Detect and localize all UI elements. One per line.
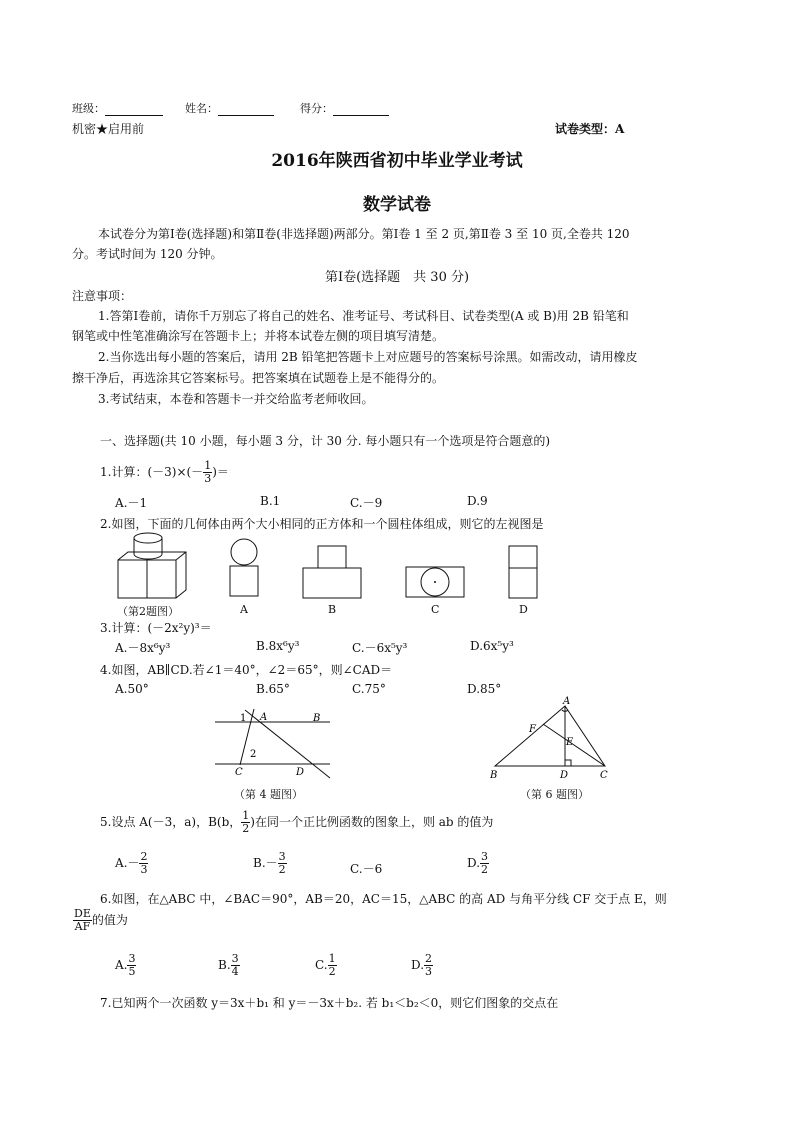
name-field	[185, 100, 274, 116]
q4-option-b[interactable]: B.65°	[256, 682, 290, 696]
q6-label-d: D	[560, 770, 569, 781]
q3-stem: 3.计算：(－2x²y)³＝	[100, 621, 212, 635]
q6-label-f: F	[529, 724, 536, 735]
q6-option-a[interactable]	[115, 953, 136, 978]
page-subtitle: 数学试卷	[363, 195, 431, 215]
q6-d-fraction	[424, 953, 433, 978]
q5-a-num: 2	[140, 850, 148, 863]
q2-option-a-figure[interactable]	[228, 538, 260, 600]
q4-stem: 4.如图，AB∥CD.若∠1＝40°，∠2＝65°，则∠CAD＝	[100, 663, 393, 677]
part1-heading: 第Ⅰ卷(选择题 共 30 分)	[324, 270, 470, 285]
q6-b-num: 3	[231, 952, 239, 965]
q5-stem	[100, 810, 493, 835]
q5-stem-b: )在同一个正比例函数的图象上，则 ab 的值为	[250, 815, 494, 829]
notes-heading: 注意事项：	[72, 289, 133, 303]
q6-c-prefix: C.	[315, 958, 328, 972]
q6-label-e: E	[566, 737, 574, 748]
q6-triangle-abc	[495, 706, 605, 766]
paper-type: 试卷类型：A	[555, 122, 625, 136]
q5-stem-a: 5.设点 A(－3，a)，B(b，	[100, 815, 242, 829]
q2-fig-caption: （第2题图）	[117, 605, 179, 618]
q6-frac-num: DE	[74, 907, 91, 920]
q6-c-den: 2	[328, 965, 336, 978]
score-blank[interactable]	[333, 103, 389, 116]
q6-bisector-cf	[543, 724, 605, 766]
q6-label-b: B	[490, 770, 498, 781]
q6-a-den: 5	[128, 965, 136, 978]
q6-fig-caption: （第 6 题图）	[520, 788, 589, 801]
q6-option-c[interactable]	[315, 953, 337, 978]
q6-b-den: 4	[231, 965, 239, 978]
q6-a-fraction	[127, 953, 136, 978]
q5-option-d[interactable]	[467, 851, 489, 876]
secret-mark: 机密★启用前	[72, 122, 145, 136]
q2-option-c-figure[interactable]	[405, 566, 465, 600]
page-title: 2016年陕西省初中毕业学业考试	[271, 151, 523, 171]
q2-label-d: D	[519, 603, 528, 616]
q1-stem-post: )＝	[212, 465, 229, 479]
q6-d-prefix: D.	[411, 958, 425, 972]
q6-figure	[485, 696, 615, 785]
q5-option-a[interactable]	[115, 851, 148, 876]
q4-label-a: A	[260, 712, 268, 723]
q1-option-d[interactable]: D.9	[467, 494, 488, 508]
note-1b: 钢笔或中性笔准确涂写在答题卡上；并将本试卷左侧的项目填写清楚。	[72, 329, 445, 343]
q3-option-a[interactable]: A.－8x⁶y³	[115, 641, 171, 655]
q5-d-fraction	[480, 851, 489, 876]
q6-stem-end	[73, 908, 128, 933]
score-label: 得分：	[300, 102, 333, 115]
q1-option-a[interactable]: A.－1	[115, 496, 148, 510]
q5-frac-den: 2	[242, 822, 250, 835]
q7-stem: 7.已知两个一次函数 y＝3x＋b₁ 和 y＝－3x＋b₂. 若 b₁＜b₂＜0，则它们图象的交点在	[100, 996, 559, 1010]
q4-option-c[interactable]: C.75°	[352, 682, 386, 696]
score-field	[300, 100, 389, 116]
q6-stem-tail: 的值为	[91, 913, 128, 927]
q1-stem	[100, 460, 229, 485]
q6-option-b[interactable]	[218, 953, 240, 978]
q6-frac-den: AF	[74, 920, 91, 933]
q6-stem: 6.如图，在△ABC 中，∠BAC＝90°，AB＝20，AC＝15，△ABC 的高 AD 与角平分线 CF 交于点 E，则	[100, 892, 667, 906]
q5-option-c[interactable]: C.－6	[350, 862, 383, 876]
intro-line-1: 本试卷分为第Ⅰ卷(选择题)和第Ⅱ卷(非选择题)两部分。第Ⅰ卷 1 至 2 页,第Ⅱ卷 3 至 10 页,全卷共 120	[98, 227, 630, 241]
q3-option-d[interactable]: D.6x⁵y³	[470, 639, 514, 653]
q4-option-a[interactable]: A.50°	[115, 682, 149, 696]
q3-option-c[interactable]: C.－6x⁵y³	[352, 641, 408, 655]
q4-fig-caption: （第 4 题图）	[234, 788, 303, 801]
q6-option-d[interactable]	[411, 953, 433, 978]
q2-option-b-figure[interactable]	[302, 545, 362, 600]
q4-option-d[interactable]: D.85°	[467, 682, 502, 696]
q5-fraction	[241, 810, 250, 835]
name-label: 姓名：	[185, 102, 218, 115]
q1-frac-den: 3	[204, 472, 212, 485]
q6-c-num: 1	[328, 952, 336, 965]
q6-a-num: 3	[128, 952, 136, 965]
q2-solid-figure	[110, 530, 190, 600]
q5-d-den: 2	[481, 863, 489, 876]
q2-stem: 2.如图，下面的几何体由两个大小相同的正方体和一个圆柱体组成，则它的左视图是	[100, 517, 544, 531]
q5-a-den: 3	[140, 863, 148, 876]
q4-label-d: D	[296, 767, 305, 778]
q1-option-b[interactable]: B.1	[260, 494, 281, 508]
class-label: 班级：	[72, 102, 105, 115]
intro-line-2: 分。考试时间为 120 分钟。	[72, 247, 223, 261]
q5-a-prefix: A.－	[115, 856, 140, 870]
q6-d-den: 3	[425, 965, 433, 978]
note-3: 3.考试结束，本卷和答题卡一并交给监考老师收回。	[98, 392, 374, 406]
q6-fraction	[73, 908, 92, 933]
q6-a-prefix: A.	[115, 958, 128, 972]
q1-frac-num: 1	[204, 459, 212, 472]
note-2b: 擦干净后，再选涂其它答案标号。把答案填在试题卷上是不能得分的。	[72, 371, 445, 385]
q6-b-prefix: B.	[218, 958, 231, 972]
q1-option-c[interactable]: C.－9	[350, 496, 383, 510]
q5-b-den: 2	[278, 863, 286, 876]
section1-heading: 一、选择题(共 10 小题，每小题 3 分，计 30 分. 每小题只有一个选项是符合题意的)	[100, 434, 551, 448]
q3-option-b[interactable]: B.8x⁶y³	[256, 639, 300, 653]
q5-a-fraction	[139, 851, 148, 876]
q4-label-2: 2	[250, 749, 257, 760]
q2-label-c: C	[431, 603, 440, 616]
q1-fraction	[203, 460, 212, 485]
q5-b-prefix: B.－	[253, 856, 278, 870]
q2-label-a: A	[240, 603, 248, 616]
q4-label-b: B	[313, 713, 321, 724]
q6-c-fraction	[328, 953, 337, 978]
q5-b-num: 3	[278, 850, 286, 863]
q6-b-fraction	[231, 953, 240, 978]
q5-frac-num: 1	[242, 809, 250, 822]
class-blank[interactable]	[105, 103, 163, 116]
note-2a: 2.当你选出每小题的答案后，请用 2B 铅笔把答题卡上对应题号的答案标号涂黑。如需改动，请用橡皮	[98, 350, 638, 364]
q5-d-prefix: D.	[467, 856, 481, 870]
q1-stem-pre: 1.计算：(－3)×(－	[100, 465, 204, 479]
q5-option-b[interactable]	[253, 851, 287, 876]
q4-figure	[210, 705, 335, 780]
q4-label-1: 1	[240, 713, 247, 724]
q6-d-num: 2	[425, 952, 433, 965]
q6-label-a: A	[563, 696, 571, 707]
q6-label-c: C	[600, 770, 608, 781]
q5-b-fraction	[278, 851, 287, 876]
q2-option-d-figure[interactable]	[508, 545, 540, 600]
q5-d-num: 3	[481, 850, 489, 863]
q2-label-b: B	[328, 603, 337, 616]
q4-label-c: C	[235, 767, 243, 778]
note-1a: 1.答第Ⅰ卷前，请你千万别忘了将自己的姓名、准考证号、考试科目、试卷类型(A 或 B)用 2B 铅笔和	[98, 309, 629, 323]
class-field	[72, 100, 163, 116]
name-blank[interactable]	[218, 103, 274, 116]
